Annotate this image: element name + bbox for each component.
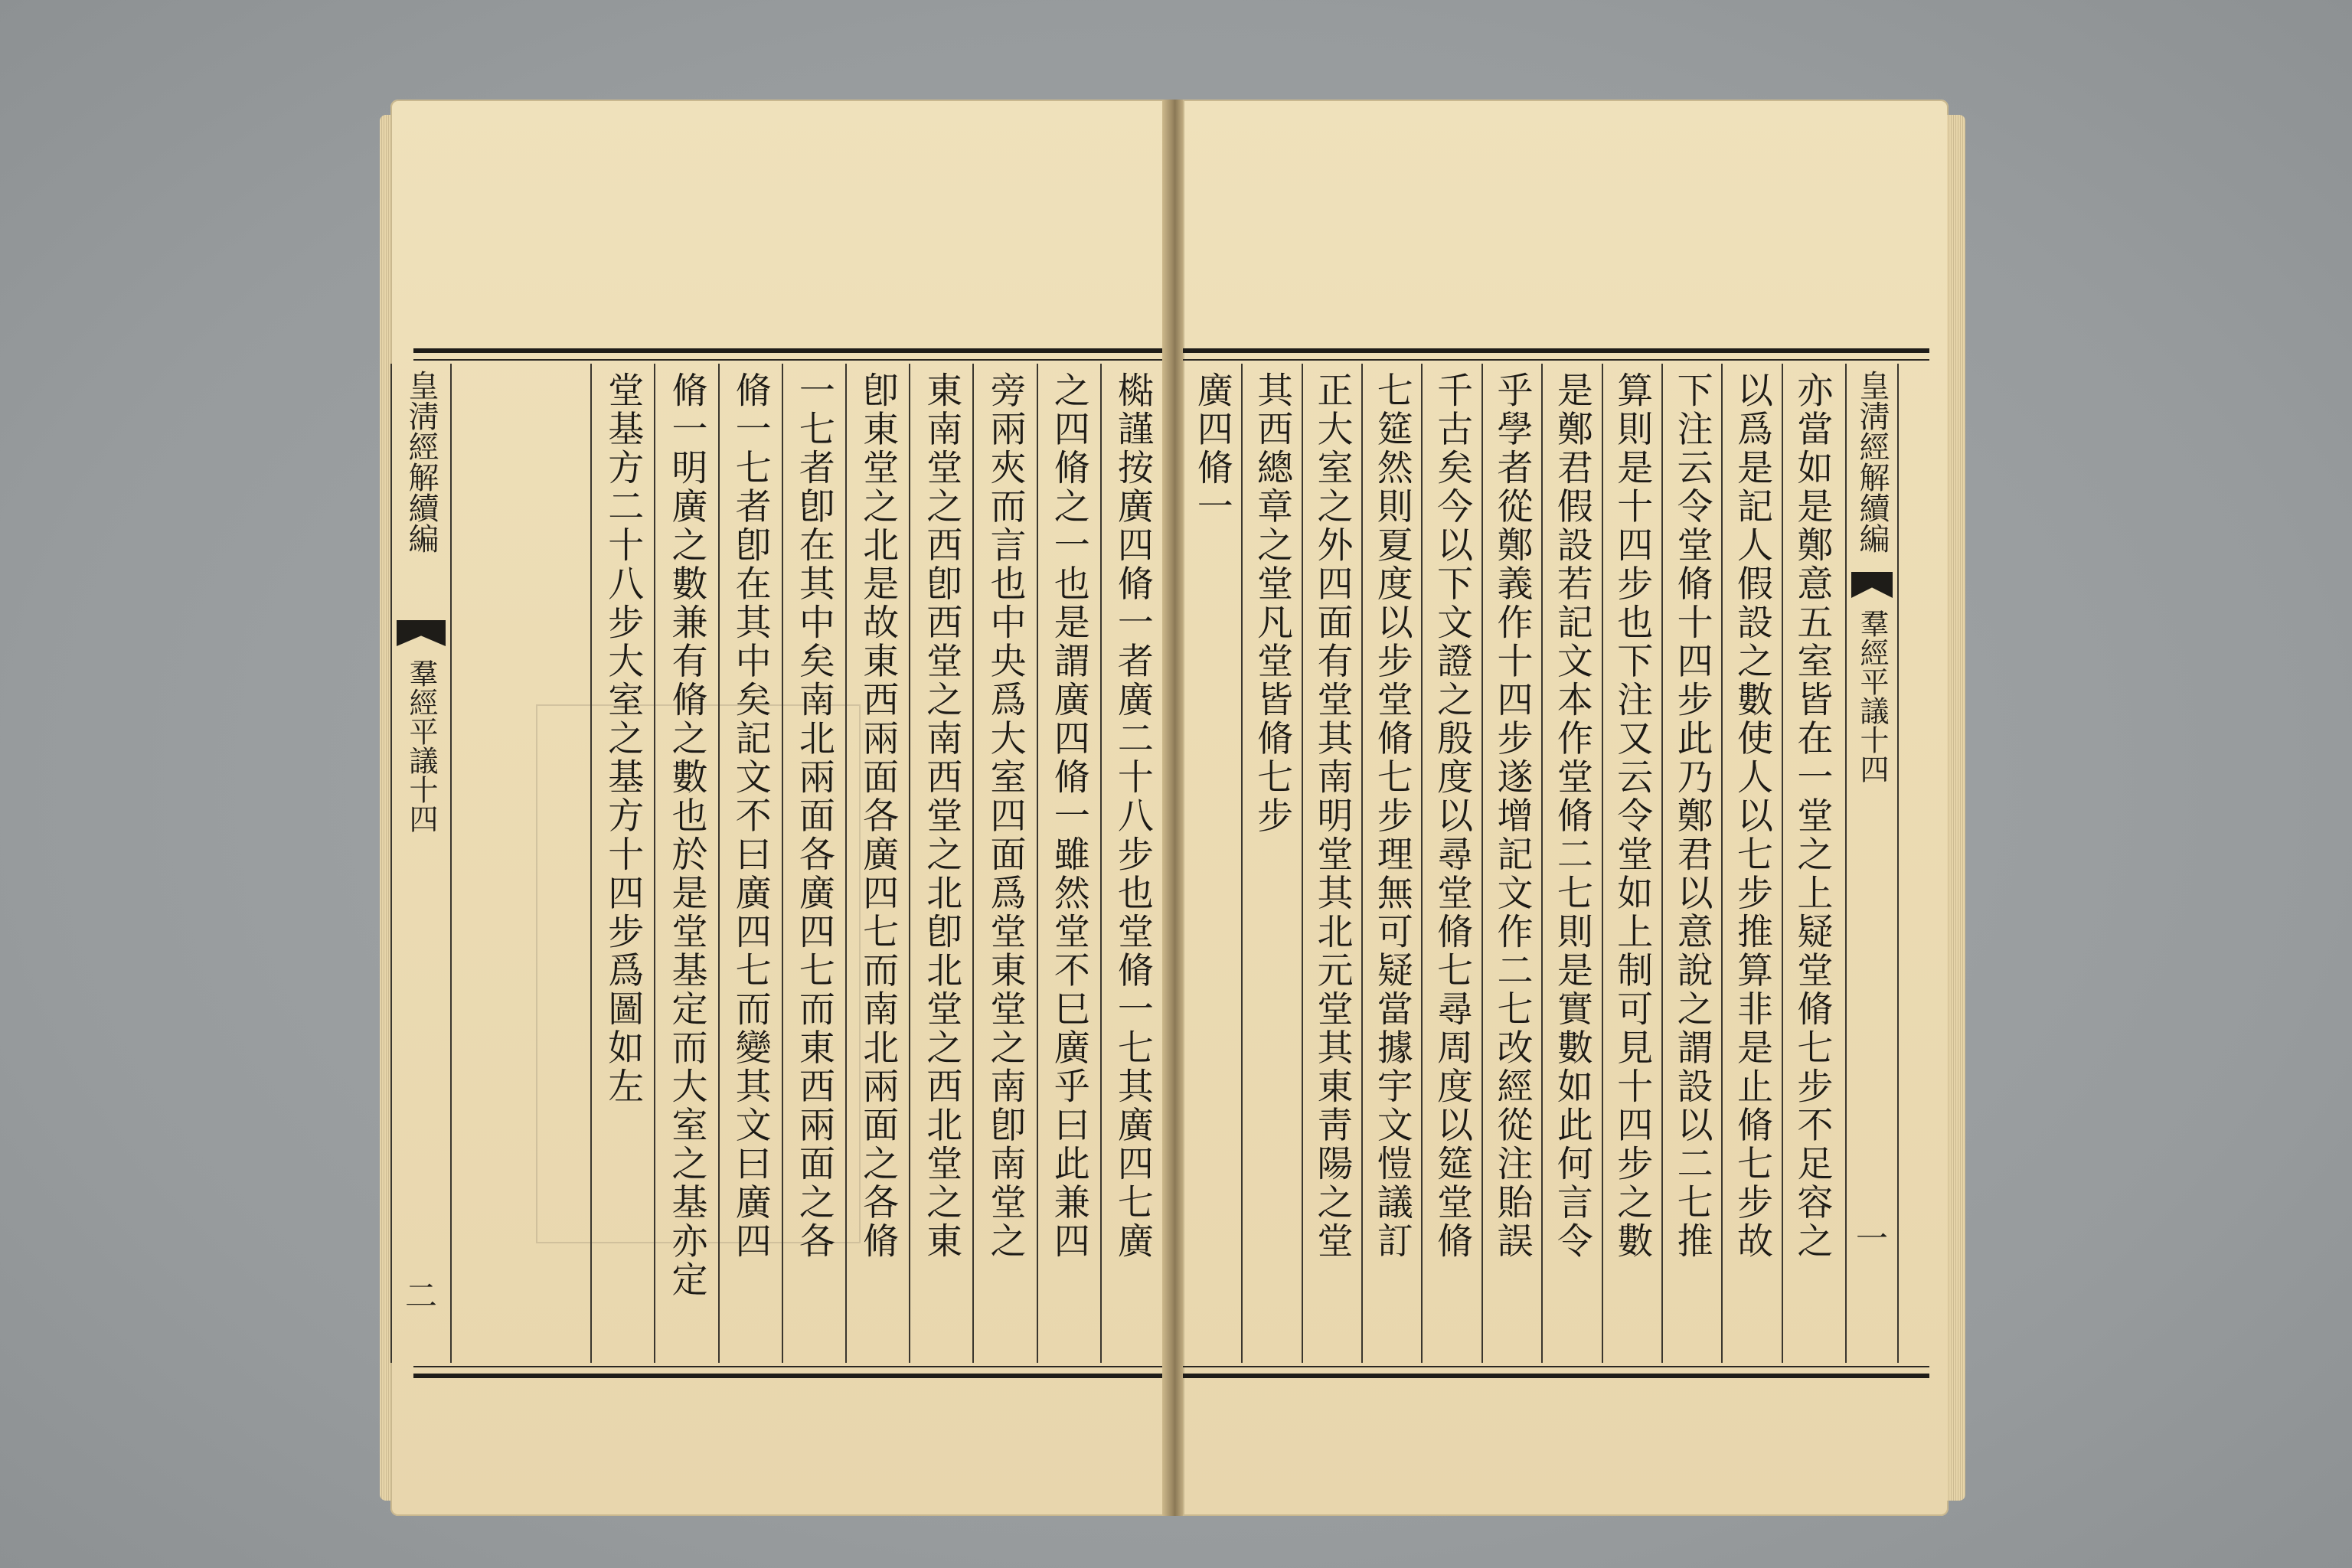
column-text: 下注云令堂脩十四步此乃鄭君以意說之謂設以二七推 [1671, 371, 1713, 1261]
right-banxin-title: 皇淸經解續編 [1854, 370, 1890, 554]
right-page [1183, 100, 1949, 1516]
right-text-frame [1183, 348, 1929, 1378]
right-page-edge [1947, 115, 1965, 1501]
text-column [654, 364, 717, 1363]
column-text: 廣四脩一 [1191, 371, 1233, 526]
column-text: 以爲是記人假設之數使人以七步推算非是止脩七步故 [1730, 371, 1773, 1261]
column-text: 脩一七者卽在其中矣記文不曰廣四七而變其文曰廣四 [729, 371, 772, 1261]
book-gutter [1162, 100, 1185, 1516]
text-column [1037, 364, 1100, 1363]
column-text: 千古矣今以下文證之殷度以尋堂脩七尋周度以筵堂脩 [1431, 371, 1474, 1261]
text-column [1661, 364, 1721, 1363]
text-column [1421, 364, 1481, 1363]
left-text-frame [403, 348, 1164, 1378]
column-text: 堂基方二十八步大室之基方十四步爲圖如左 [602, 371, 645, 1106]
text-column [1602, 364, 1661, 1363]
right-banxin-chapter: 羣經平議十四 [1855, 609, 1889, 783]
left-fish-tail-mark [397, 620, 446, 646]
left-banxin-title: 皇淸經解續編 [403, 370, 439, 554]
left-page [390, 100, 1164, 1516]
right-folio-number: 一 [1855, 1220, 1889, 1257]
text-column [1721, 364, 1781, 1363]
column-text: 乎學者從鄭義作十四步遂增記文作二七改經從注貽誤 [1491, 371, 1534, 1261]
text-column [782, 364, 845, 1363]
column-text: 旁兩夾而言也中央爲大室四面爲堂東堂之南卽南堂之 [984, 371, 1027, 1261]
column-text: 檆謹按廣四脩一者廣二十八步也堂脩一七其廣四七廣 [1111, 371, 1154, 1261]
column-text: 東南堂之西卽西堂之南西堂之北卽北堂之西北堂之東 [920, 371, 963, 1261]
column-text: 七筵然則夏度以步堂脩七步理無可疑當據宇文愷議訂 [1370, 371, 1413, 1261]
text-column [972, 364, 1036, 1363]
text-column [718, 364, 782, 1363]
right-banxin [1845, 364, 1899, 1363]
text-column [909, 364, 972, 1363]
text-column [1361, 364, 1421, 1363]
text-column [1241, 364, 1301, 1363]
text-column [1541, 364, 1601, 1363]
column-text: 正大室之外四面有堂其南明堂其北元堂其東靑陽之堂 [1311, 371, 1354, 1261]
column-text: 其西總章之堂凡堂皆脩七步 [1251, 371, 1294, 835]
left-folio-number: 二 [404, 1277, 438, 1315]
text-column [590, 364, 654, 1363]
text-column [528, 364, 590, 1363]
column-text: 一七者卽在其中矣南北兩面各廣四七而東西兩面之各 [792, 371, 835, 1261]
column-text: 之四脩之一也是謂廣四脩一雖然堂不巳廣乎曰此兼四 [1047, 371, 1090, 1261]
text-column [1481, 364, 1541, 1363]
left-banxin-chapter: 羣經平議十四 [404, 658, 438, 833]
column-text: 是鄭君假設若記文本作堂脩二七則是實數如此何言令 [1550, 371, 1593, 1261]
text-column [1302, 364, 1361, 1363]
left-page-edge [380, 115, 390, 1501]
column-text: 卽東堂之北是故東西兩面各廣四七而南北兩面之各脩 [857, 371, 900, 1261]
text-column [845, 364, 909, 1363]
column-text: 亦當如是鄭意五室皆在一堂之上疑堂脩七步不足容之 [1791, 371, 1834, 1261]
text-column [1100, 364, 1164, 1363]
open-book [390, 92, 1960, 1524]
right-text-columns [1183, 364, 1841, 1363]
text-column [1782, 364, 1841, 1363]
column-text: 脩一明廣之數兼有脩之數也於是堂基定而大室之基亦定 [665, 371, 708, 1299]
right-fish-tail-mark [1851, 572, 1893, 598]
left-text-columns [528, 364, 1164, 1363]
text-column [1183, 364, 1241, 1363]
column-text: 算則是十四步也下注又云令堂如上制可見十四步之數 [1611, 371, 1654, 1261]
left-banxin [390, 364, 452, 1363]
